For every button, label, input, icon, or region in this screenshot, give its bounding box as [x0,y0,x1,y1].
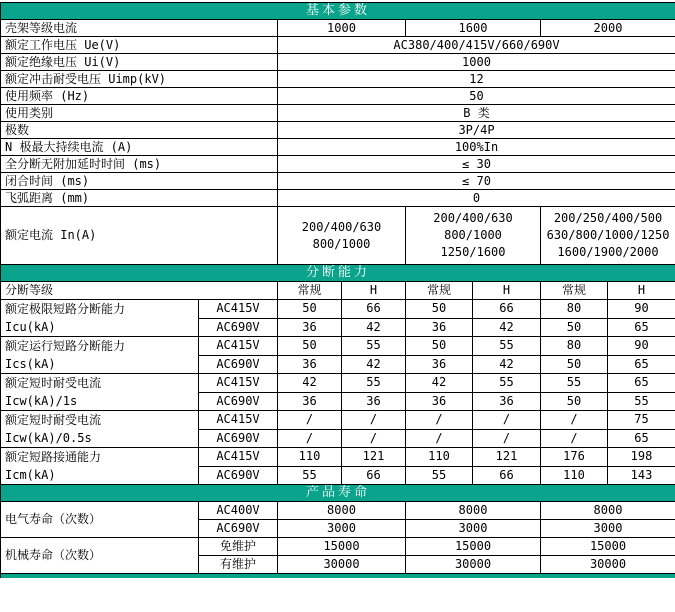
value-cell: 143 [608,466,675,485]
table-row-rated-current [1,207,675,265]
section-header-basic [1,3,675,20]
value-cell: 42 [278,374,342,393]
row-label-line: 额定短路接通能力 [5,450,102,464]
table-row-grade [1,282,675,300]
value-cell: ≤ 30 [278,156,675,173]
value-cell: 36 [278,318,342,337]
sub-label: AC415V [199,300,278,319]
value-cell: 50 [278,300,342,319]
row-label-code: Icw(kA)/1s [5,394,78,408]
sub-label: AC415V [199,374,278,393]
value-cell: / [473,429,541,448]
spec-table [0,2,675,578]
value-cell: 65 [608,374,675,393]
value-cell: 42 [342,355,406,374]
section-header-breaking [1,265,675,282]
value-cell: 3000 [541,520,675,538]
sub-label: AC415V [199,337,278,356]
value-cell: 50 [278,337,342,356]
row-label [1,448,199,485]
table-row [1,20,675,37]
value-cell: 65 [608,355,675,374]
value-line: 800/1000 [312,236,371,251]
value-line: 200/400/630 [301,219,382,234]
value-cell: 3P/4P [278,122,675,139]
value-cell: 36 [278,392,342,411]
value-cell: 36 [342,392,406,411]
value-cell: 50 [541,355,608,374]
table-row [1,190,675,207]
row-label-code: Icw(kA)/0.5s [5,431,92,445]
value-cell [406,207,541,265]
table-row [1,139,675,156]
sub-label: AC415V [199,448,278,467]
row-label: 闭合时间 (ms) [1,173,278,190]
sub-label: 免维护 [199,538,278,556]
value-cell: 80 [541,337,608,356]
value-cell: 66 [473,300,541,319]
value-cell: 30000 [278,556,406,574]
value-cell: 55 [342,374,406,393]
value-cell: / [342,429,406,448]
table-row [1,156,675,173]
value-cell: 2000 [541,20,675,37]
sub-label: 有维护 [199,556,278,574]
section-header-life [1,485,675,502]
value-cell: 42 [406,374,473,393]
value-cell: 110 [278,448,342,467]
value-cell: 8000 [278,502,406,520]
row-label-line: 额定极限短路分断能力 [5,302,126,316]
value-cell: 65 [608,429,675,448]
value-cell: 55 [473,374,541,393]
next-section-strip [1,574,675,579]
value-line: 630/800/1000/1250 [546,228,670,242]
value-line: 1600/1900/2000 [557,245,659,259]
value-cell: 66 [342,300,406,319]
value-line: 200/250/400/500 [553,211,663,225]
value-cell: 55 [608,392,675,411]
sub-label: AC690V [199,355,278,374]
value-cell: 55 [541,374,608,393]
value-cell: 55 [278,466,342,485]
value-cell: 15000 [406,538,541,556]
row-label: 使用频率 (Hz) [1,88,278,105]
value-cell [278,207,406,265]
value-line: 200/400/630 [433,211,513,225]
value-cell: / [278,429,342,448]
row-label: 额定冲击耐受电压 Uimp(kV) [1,71,278,88]
value-cell: 8000 [541,502,675,520]
sub-label: AC690V [199,520,278,538]
row-label [1,337,199,374]
value-cell: 50 [541,318,608,337]
table-row [1,71,675,88]
value-cell: / [473,411,541,430]
value-cell: 30000 [406,556,541,574]
table-row [1,173,675,190]
value-cell: 50 [278,88,675,105]
value-cell: / [541,411,608,430]
value-cell: 36 [473,392,541,411]
table-row [1,122,675,139]
value-cell: 36 [406,318,473,337]
value-cell: 66 [473,466,541,485]
row-label: 飞弧距离 (mm) [1,190,278,207]
row-label-code: Ics(kA) [5,357,56,371]
row-label: 极数 [1,122,278,139]
value-cell: 65 [608,318,675,337]
table-row [1,105,675,122]
next-section-strip-cell [1,574,675,579]
value-cell: 15000 [541,538,675,556]
value-cell: 12 [278,71,675,88]
value-cell: / [406,429,473,448]
value-cell: / [342,411,406,430]
grade-cell: H [473,282,541,300]
grade-cell: 常规 [406,282,473,300]
value-cell: 42 [473,355,541,374]
grade-cell: 常规 [278,282,342,300]
value-cell: 121 [473,448,541,467]
value-cell: 30000 [541,556,675,574]
value-cell: 198 [608,448,675,467]
row-label-line: 额定短时耐受电流 [5,413,102,427]
value-cell: 15000 [278,538,406,556]
value-line: 1250/1600 [440,245,506,259]
value-cell: / [278,411,342,430]
value-cell: 110 [541,466,608,485]
value-cell: 176 [541,448,608,467]
value-cell: 90 [608,300,675,319]
value-cell: 36 [278,355,342,374]
table-row [1,337,675,356]
value-cell: B 类 [278,105,675,122]
value-cell: / [541,429,608,448]
value-cell: 55 [473,337,541,356]
value-line: 800/1000 [444,228,502,242]
row-label-line: 额定短时耐受电流 [5,376,102,390]
value-cell: 75 [608,411,675,430]
sub-label: AC690V [199,466,278,485]
sub-label: AC400V [199,502,278,520]
value-cell: 66 [342,466,406,485]
value-cell: 50 [406,337,473,356]
value-cell: 8000 [406,502,541,520]
row-label: 使用类别 [1,105,278,122]
table-row [1,374,675,393]
table-row [1,88,675,105]
value-cell: 42 [473,318,541,337]
value-cell: ≤ 70 [278,173,675,190]
value-cell: 50 [406,300,473,319]
table-row [1,411,675,430]
value-cell: 100%In [278,139,675,156]
row-label: 壳架等级电流 [1,20,278,37]
sub-label: AC690V [199,318,278,337]
row-label: 额定工作电压 Ue(V) [1,37,278,54]
grade-cell: H [342,282,406,300]
value-cell: 36 [406,355,473,374]
table-row [1,300,675,319]
row-label-line: 额定运行短路分断能力 [5,339,126,353]
value-cell: 42 [342,318,406,337]
value-cell: 80 [541,300,608,319]
sub-label: AC415V [199,411,278,430]
section-title-basic: 基本参数 [1,3,675,20]
value-cell: 55 [406,466,473,485]
value-cell: 55 [342,337,406,356]
row-label-code: Icm(kA) [5,468,56,482]
grade-cell: H [608,282,675,300]
section-title-breaking: 分断能力 [1,265,675,282]
row-label [1,300,199,337]
row-label: 分断等级 [1,282,278,300]
row-label [1,411,199,448]
row-label: N 极最大持续电流 (A) [1,139,278,156]
value-cell: 90 [608,337,675,356]
table-row [1,502,675,520]
value-cell: 36 [406,392,473,411]
sub-label: AC690V [199,392,278,411]
value-cell [541,207,675,265]
row-label: 电气寿命（次数） [1,502,199,538]
value-cell: 3000 [406,520,541,538]
value-cell: 1000 [278,20,406,37]
row-label: 额定绝缘电压 Ui(V) [1,54,278,71]
table-row [1,538,675,556]
row-label: 额定电流 In(A) [1,207,278,265]
grade-cell: 常规 [541,282,608,300]
value-cell: 1600 [406,20,541,37]
table-row [1,37,675,54]
value-cell: 1000 [278,54,675,71]
value-cell: 121 [342,448,406,467]
table-row [1,448,675,467]
row-label: 全分断无附加延时时间 (ms) [1,156,278,173]
value-cell: 50 [541,392,608,411]
section-title-life: 产品寿命 [1,485,675,502]
row-label [1,374,199,411]
sub-label: AC690V [199,429,278,448]
row-label: 机械寿命（次数） [1,538,199,574]
value-cell: 0 [278,190,675,207]
value-cell: / [406,411,473,430]
table-row [1,54,675,71]
value-cell: AC380/400/415V/660/690V [278,37,675,54]
value-cell: 3000 [278,520,406,538]
row-label-code: Icu(kA) [5,320,56,334]
value-cell: 110 [406,448,473,467]
